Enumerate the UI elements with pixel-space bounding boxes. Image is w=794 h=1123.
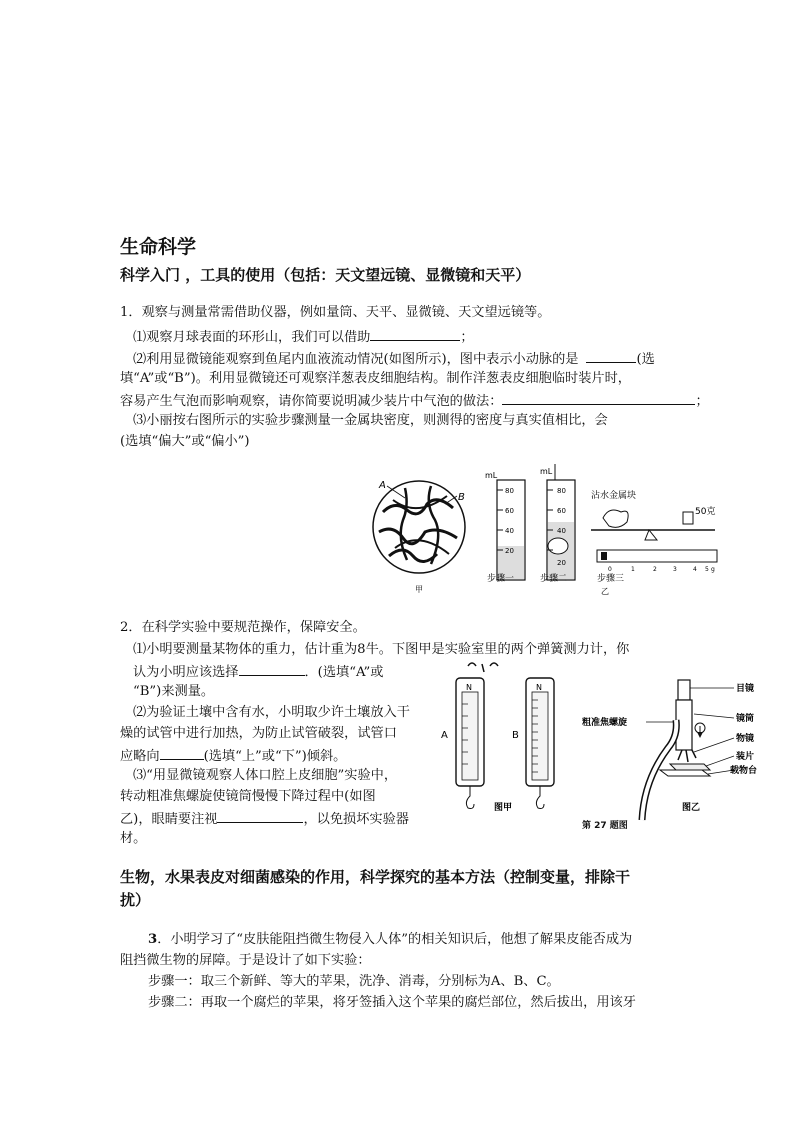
q2-item2-text: 应略向 [120,749,160,764]
q2-item1-line2 [133,661,383,683]
caption-yi: 图乙 [682,803,701,813]
spring-scale-a [441,678,484,809]
q1-intro: 1．观察与测量常需借助仪器，例如量筒、天平、显微镜、天文望远镜等。 [120,305,551,320]
section-heading-tools: 科学入门 ，工具的使用（包括：天文望远镜、显微镜和天平） [120,266,531,284]
q2-item3-line4: 材。 [120,831,147,846]
spring-scale-b [512,678,554,809]
metal-label: 沾水金属块 [591,491,637,501]
scale-label: 1 [631,566,635,573]
label-tube: 镜筒 [736,714,755,724]
q2-item1-end: ．(选填“A”或 [304,665,384,680]
graduated-cylinder-1 [485,471,525,584]
tick-label: 80 [505,487,514,495]
answer-blank[interactable] [370,326,460,341]
scale-label: 3 [673,566,677,573]
answer-blank[interactable] [586,348,636,363]
q2-item3-line1: ⑶“用显微镜观察人体口腔上皮细胞”实验中， [133,768,398,783]
figure-spring-scales [438,660,578,822]
q3-line1-text: ．小明学习了“皮肤能阻挡微生物侵入人体”的相关知识后，他想了解果皮能否成为 [157,932,633,947]
q2-item3-text: 乙)，眼睛要注视 [120,812,218,827]
q2-item3-end: ，以免损坏实验器 [303,812,409,827]
tick-label: 60 [505,507,514,515]
q2-item3-line3 [120,808,409,830]
figure-microscope [582,670,772,835]
q3-line2: 阻挡微生物的屏障。于是设计了如下实验： [120,953,371,968]
label-b: B [512,730,519,741]
newton-unit: N [536,683,542,692]
label-eyepiece: 目镜 [736,684,755,694]
figure-1 [365,460,735,600]
q2-item2-line3 [120,745,346,767]
q1-item3-line2: (选填“偏大”或“偏小”) [120,434,250,449]
unit-ml: mL [485,471,498,480]
weight-label: 50克 [695,507,716,517]
label-yi: 乙 [601,587,609,596]
graduated-cylinder-2 [540,464,575,584]
section-heading-biology: 生物，水果表皮对细菌感染的作用，科学探究的基本方法（控制变量，排除干 [120,868,631,886]
q2-item1-line3: “B”)来测量。 [133,684,215,699]
tick-label: 40 [505,527,514,535]
tick-label: 20 [557,559,566,567]
q1-item2-line1 [133,348,655,370]
label-slide: 装片 [736,752,755,762]
label-objective: 物镜 [736,734,755,744]
answer-blank[interactable] [502,390,695,405]
scale-label: 0 [608,566,612,573]
q1-item2-line3 [120,390,709,412]
q2-item2-line1: ⑵为验证土壤中含有水，小明取少许土壤放入干 [133,705,410,720]
q2-item1-text: 认为小明应该选择 [133,665,239,680]
balance-figure [591,489,717,596]
label-b: B [458,492,465,503]
q1-item2-line2: 填“A”或“B”)。利用显微镜还可观察洋葱表皮细胞结构。制作洋葱表皮细胞临时装片时， [120,371,631,386]
tick-label: 80 [557,487,566,495]
q1-item2-text: ⑵利用显微镜能观察到鱼尾内血液流动情况(如图所示)，图中表示小动脉的是 [133,352,579,367]
q1-item2-end: (选 [636,352,655,367]
blood-vessel-figure [373,480,465,594]
q1-item2-end-3: ； [695,394,709,409]
q2-item3-line2: 转动粗准焦螺旋使镜筒慢慢下降过程中(如图 [120,789,376,804]
answer-blank[interactable] [217,808,303,823]
scale-label: g [711,566,715,573]
figure-number: 第 27 题图 [582,821,628,831]
q3-step2: 步骤二：再取一个腐烂的苹果，将牙签插入这个苹果的腐烂部位，然后拔出，用该牙 [148,995,636,1010]
scale-label: 2 [653,566,657,573]
q3-line1 [148,930,632,950]
q2-item2-line2: 燥的试管中进行加热，为防止试管破裂，试管口 [120,726,397,741]
step2-label: 步骤二 [540,574,568,584]
q2-item2-end: (选填“上”或“下”)倾斜。 [203,749,347,764]
answer-blank[interactable] [239,661,305,676]
page-title: 生命科学 [120,236,197,258]
label-stage: 载物台 [730,766,758,776]
caption-jia: 图甲 [494,803,513,813]
label-a: A [441,730,448,741]
tick-label: 40 [557,527,566,535]
newton-unit: N [466,683,472,692]
tick-label: 60 [557,507,566,515]
step1-label: 步骤一 [487,574,515,584]
scale-label: 5 [705,566,709,573]
label-jia: 甲 [415,585,423,594]
q1-item1-end: ； [460,330,474,345]
q1-item3-line1: ⑶小丽按右图所示的实验步骤测量一金属块密度，则测得的密度与真实值相比，会 [133,413,608,428]
section-heading-biology-2: 扰） [120,891,151,909]
q2-intro: 2．在科学实验中要规范操作，保障安全。 [120,620,366,635]
q3-number: 3 [148,932,158,947]
unit-ml: mL [540,467,553,476]
q1-item1 [133,326,474,348]
tick-label: 20 [505,547,514,555]
scale-label: 4 [693,566,697,573]
q2-item1-line1: ⑴小明要测量某物体的重力，估计重为8牛。下图甲是实验室里的两个弹簧测力计，你 [133,642,630,657]
q1-item1-text: ⑴观察月球表面的环形山，我们可以借助 [133,330,371,345]
label-coarse-focus: 粗准焦螺旋 [582,718,628,728]
q3-step1: 步骤一：取三个新鲜、等大的苹果，洗净、消毒，分别标为A、B、C。 [148,974,560,989]
answer-blank[interactable] [160,745,204,760]
label-a: A [379,480,386,491]
q1-item2-text-3: 容易产生气泡而影响观察，请你简要说明减少装片中气泡的做法： [120,394,503,409]
step3-label: 步骤三 [597,574,625,584]
